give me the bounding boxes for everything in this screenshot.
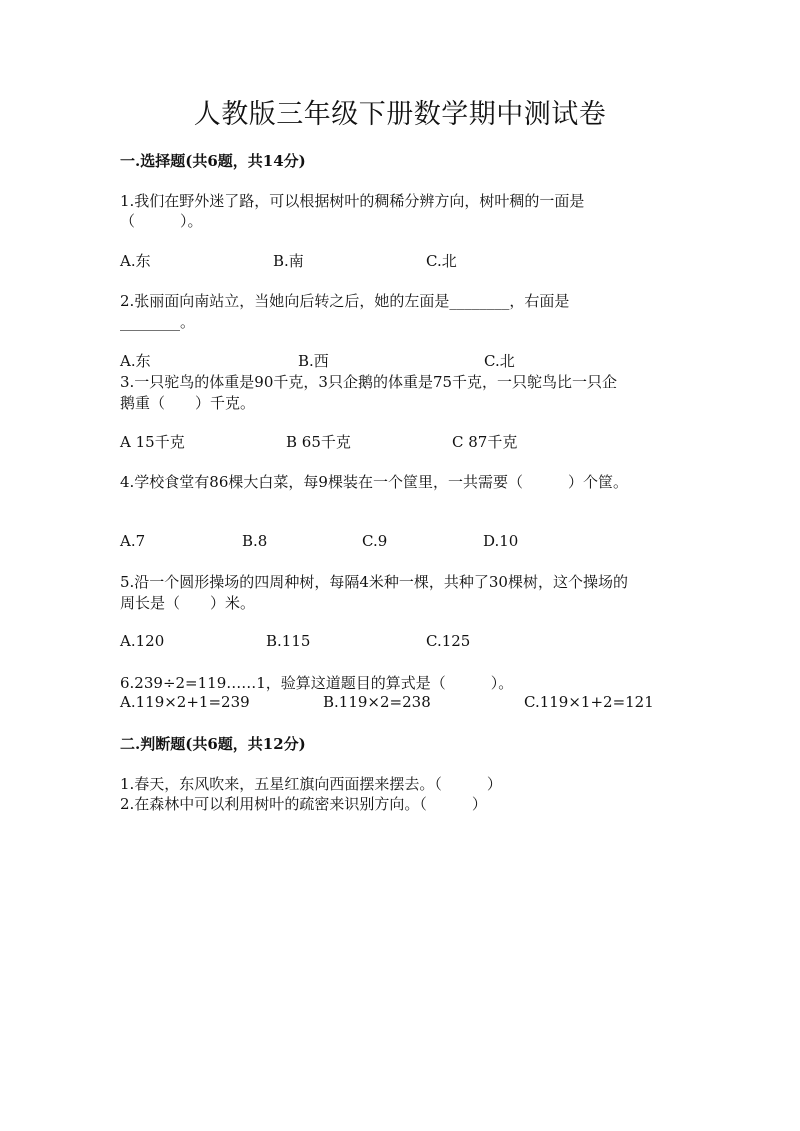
question-2-text-line1: 2.张丽面向南站立，当她向后转之后，她的左面是________，右面是	[120, 292, 570, 310]
question-3-text-line2: 鹅重（ ）千克。	[120, 394, 256, 412]
question-5-text-line1: 5.沿一个圆形操场的四周种树，每隔4米种一棵，共种了30棵树，这个操场的	[120, 573, 628, 591]
question-6-option-a: A.119×2+1=239	[120, 693, 250, 711]
question-3-option-a: A 15千克	[120, 433, 185, 451]
question-1-text-line2: （ ）。	[120, 212, 203, 230]
question-4-option-a: A.7	[120, 532, 146, 550]
question-6-option-c: C.119×1+2=121	[524, 693, 654, 711]
question-5-option-c: C.125	[426, 632, 471, 650]
question-4-option-c: C.9	[362, 532, 388, 550]
question-1-option-c: C.北	[426, 252, 457, 270]
question-2-option-a: A.东	[120, 352, 151, 370]
question-2-option-b: B.西	[298, 352, 329, 370]
question-1-option-b: B.南	[273, 252, 304, 270]
question-4-text: 4.学校食堂有86棵大白菜，每9棵装在一个筐里，一共需要（ ）个筐。	[120, 473, 628, 491]
question-6-text: 6.239÷2=119……1，验算这道题目的算式是（ ）。	[120, 674, 514, 692]
question-1-option-a: A.东	[120, 252, 151, 270]
question-1-text-line1: 1.我们在野外迷了路，可以根据树叶的稠稀分辨方向，树叶稠的一面是	[120, 192, 585, 210]
question-5-text-line2: 周长是（ ）米。	[120, 594, 256, 612]
section-heading-judgement: 二.判断题(共6题，共12分)	[120, 735, 306, 753]
question-5-option-a: A.120	[120, 632, 165, 650]
question-4-option-d: D.10	[483, 532, 519, 550]
question-2-option-c: C.北	[484, 352, 515, 370]
question-3-text-line1: 3.一只驼鸟的体重是90千克，3只企鹅的体重是75千克，一只鸵鸟比一只企	[120, 373, 618, 391]
question-4-option-b: B.8	[242, 532, 268, 550]
question-3-option-c: C 87千克	[452, 433, 518, 451]
question-5-option-b: B.115	[266, 632, 311, 650]
judgement-question-2: 2.在森林中可以利用树叶的疏密来识别方向。（ ）	[120, 795, 487, 813]
judgement-question-1: 1.春天，东风吹来，五星红旗向西面摆来摆去。（ ）	[120, 775, 502, 793]
question-3-option-b: B 65千克	[286, 433, 351, 451]
page-title: 人教版三年级下册数学期中测试卷	[193, 99, 607, 130]
question-6-option-b: B.119×2=238	[323, 693, 431, 711]
question-2-text-line2: ________。	[120, 313, 196, 331]
section-heading-choice: 一.选择题(共6题，共14分)	[120, 152, 306, 170]
